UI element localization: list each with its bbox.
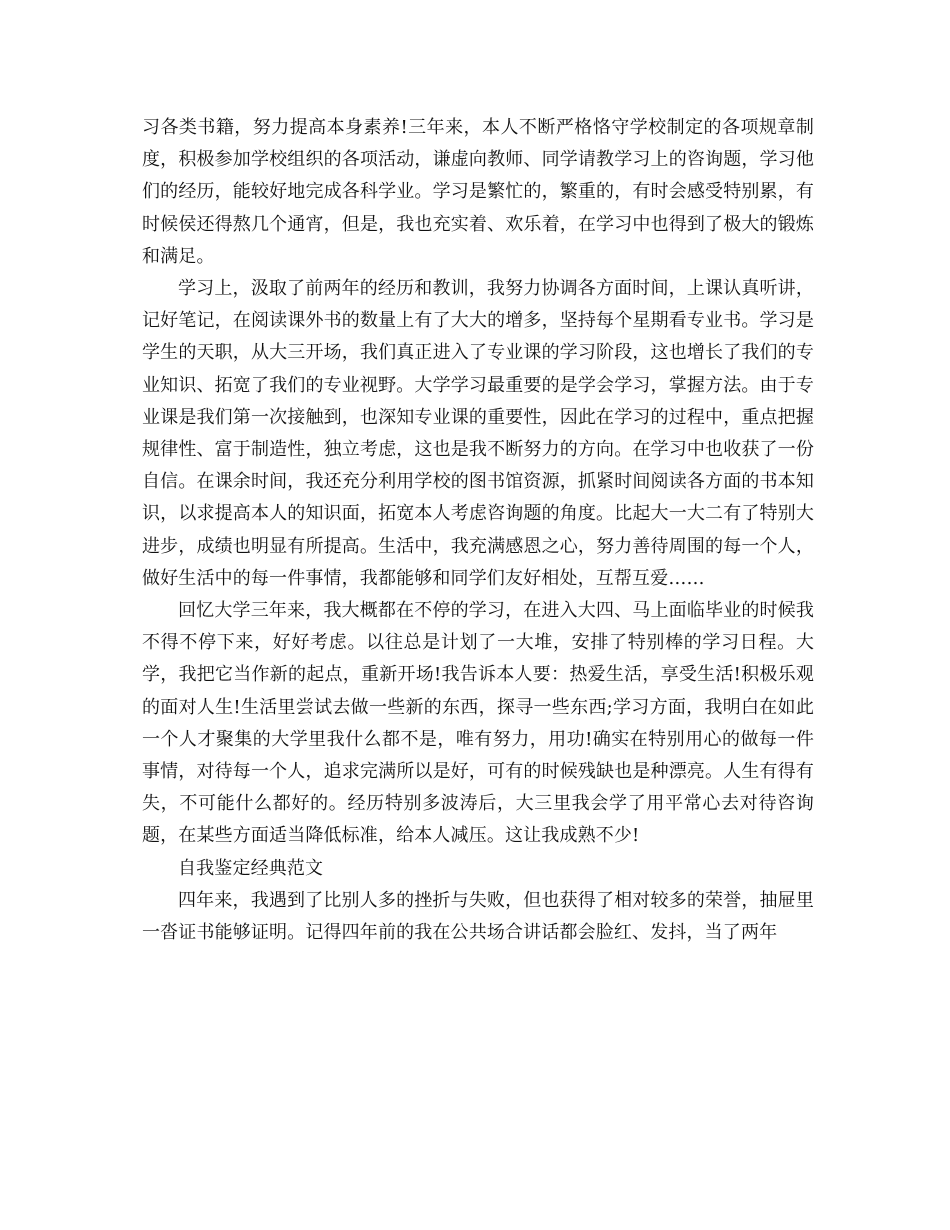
paragraph-continuation: 习各类书籍，努力提高本身素养!三年来，本人不断严格恪守学校制定的各项规章制度，积极参加学校组织的各项活动，谦虚向教师、同学请教学习上的咨询题，学习他们的经历，能较好地完成各科学业。学习是繁忙的，繁重的，有时会感受特别累，有时候侯还得熬几个通宵，但是，我也充实着、欢乐着，在学习中也得到了极大的锻炼和满足。 — [142, 117, 814, 267]
paragraph-study: 学习上，汲取了前两年的经历和教训，我努力协调各方面时间，上课认真听讲，记好笔记，在阅读课外书的数量上有了大大的增多，坚持每个星期看专业书。学习是学生的天职，从大三开场，我们真正进入了专业课的学习阶段，这也增长了我们的专业知识、拓宽了我们的专业视野。大学学习最重要的是学会学习，掌握方法。由于专业课是我们第一次接触到，也深知专业课的重要性，因此在学习的过程中，重点把握规律性、富于制造性，独立考虑，这也是我不断努力的方向。在学习中也收获了一份自信。在课余时间，我还充分利用学校的图书馆资源，抓紧时间阅读各方面的书本知识，以求提高本人的知识面，拓宽本人考虑咨询题的角度。比起大一大二有了特别大进步，成绩也明显有所提高。生活中，我充满感恩之心，努力善待周围的每一个人，做好生活中的每一件事情，我都能够和同学们友好相处，互帮互爱…… — [142, 278, 814, 589]
section-heading: 自我鉴定经典范文 — [178, 857, 324, 879]
paragraph-reflection: 回忆大学三年来，我大概都在不停的学习，在进入大四、马上面临毕业的时候我不得不停下来，好好考虑。以往总是计划了一大堆，安排了特别棒的学习日程。大学，我把它当作新的起点，重新开场!我告诉本人要：热爱生活，享受生活!积极乐观的面对人生!生活里尝试去做一些新的东西，探寻一些东西;学习方面，我明白在如此一个人才聚集的大学里我什么都不是，唯有努力，用功!确实在特别用心的做每一件事情，对待每一个人，追求完满所以是好，可有的时候残缺也是种漂亮。人生有得有失，不可能什么都好的。经历特别多波涛后，大三里我会学了用平常心去对待咨询题，在某些方面适当降低标准，给本人减压。这让我成熟不少! — [142, 600, 814, 847]
paragraph-closing: 四年来，我遇到了比别人多的挫折与失败，但也获得了相对较多的荣誉，抽屉里一沓证书能够证明。记得四年前的我在公共场合讲话都会脸红、发抖，当了两年 — [142, 889, 814, 944]
document-body — [142, 112, 814, 949]
